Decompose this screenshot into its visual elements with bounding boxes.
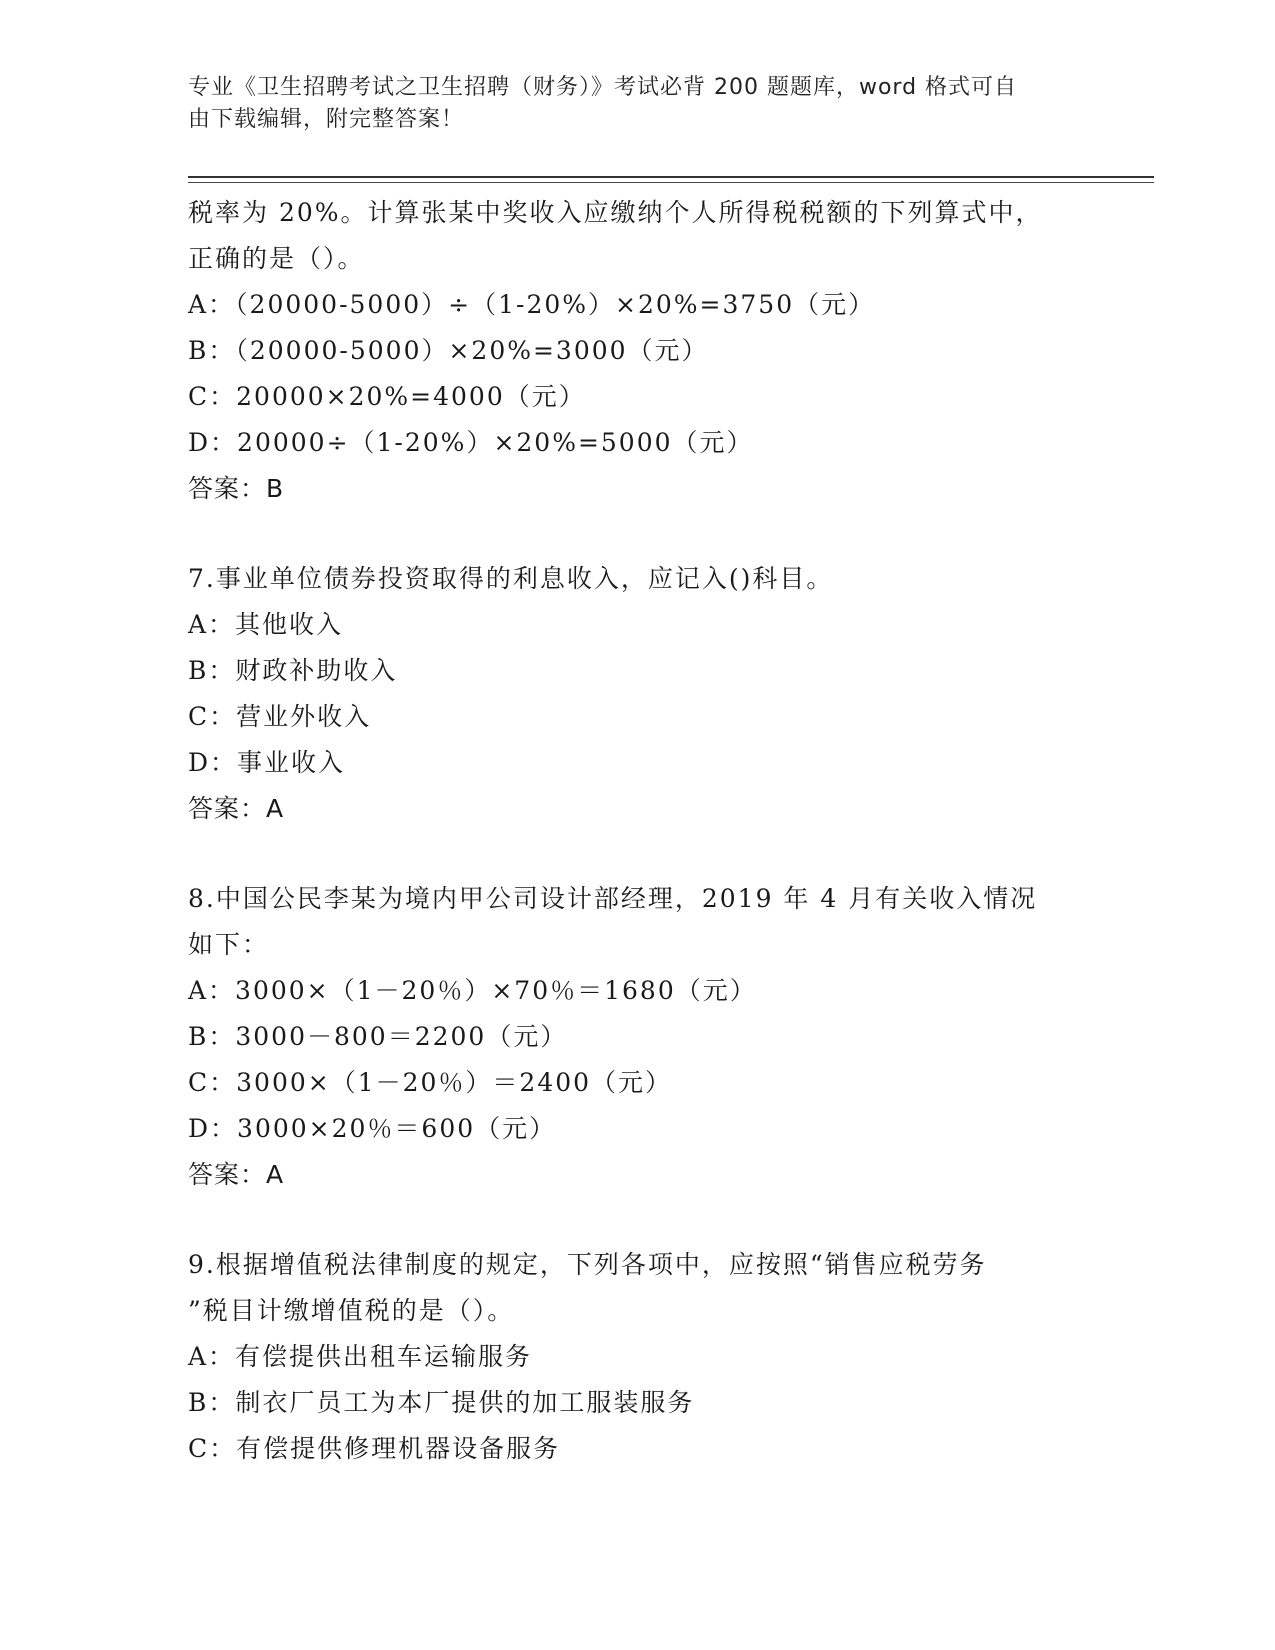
header-divider-thin — [188, 182, 1154, 183]
option-d: D：20000÷（1-20%）×20%=5000（元） — [188, 428, 754, 457]
option-b: B：（20000-5000）×20%=3000（元） — [188, 336, 709, 365]
question-spacer — [188, 1198, 1108, 1242]
option-c: C：营业外收入 — [188, 702, 372, 731]
answer-line: 答案：B — [188, 474, 285, 503]
question-9 — [188, 1242, 1108, 1472]
option-b: B：财政补助收入 — [188, 656, 398, 685]
question-stem-line: 正确的是（）。 — [188, 244, 365, 273]
option-d: D：3000×20％＝600（元） — [188, 1114, 557, 1143]
question-stem-line: 9.根据增值税法律制度的规定，下列各项中，应按照“销售应税劳务 — [188, 1250, 987, 1279]
question-content — [188, 190, 1108, 1472]
question-stem-line: 税率为 20%。计算张某中奖收入应缴纳个人所得税税额的下列算式中， — [188, 198, 1043, 227]
header-line-2: 由下载编辑，附完整答案！ — [188, 107, 465, 132]
option-c: C：20000×20%=4000（元） — [188, 382, 586, 411]
option-a: A：（20000-5000）÷（1-20%）×20%=3750（元） — [188, 290, 876, 319]
option-b: B：制衣厂员工为本厂提供的加工服装服务 — [188, 1388, 695, 1417]
question-7 — [188, 556, 1108, 832]
question-spacer — [188, 512, 1108, 556]
header-line-1: 专业《卫生招聘考试之卫生招聘（财务）》考试必背 200 题题库，word 格式可自 — [188, 75, 1018, 100]
option-a: A：其他收入 — [188, 610, 344, 639]
question-stem-line: ”税目计缴增值税的是（）。 — [188, 1296, 515, 1325]
document-header — [188, 72, 1068, 136]
option-a: A：3000×（1－20％）×70％＝1680（元） — [188, 976, 757, 1005]
question-stem-line: 7.事业单位债券投资取得的利息收入，应记入()科目。 — [188, 564, 834, 593]
option-d: D：事业收入 — [188, 748, 346, 777]
option-b: B：3000－800＝2200（元） — [188, 1022, 568, 1051]
question-8 — [188, 876, 1108, 1198]
answer-line: 答案：A — [188, 1160, 285, 1189]
option-a: A：有偿提供出租车运输服务 — [188, 1342, 533, 1371]
question-6 — [188, 190, 1108, 512]
question-stem-line: 8.中国公民李某为境内甲公司设计部经理，2019 年 4 月有关收入情况 — [188, 884, 1038, 913]
question-stem-line: 如下： — [188, 930, 270, 959]
header-divider-thick — [188, 176, 1154, 178]
option-c: C：有偿提供修理机器设备服务 — [188, 1434, 561, 1463]
question-spacer — [188, 832, 1108, 876]
answer-line: 答案：A — [188, 794, 285, 823]
option-c: C：3000×（1－20％）＝2400（元） — [188, 1068, 673, 1097]
